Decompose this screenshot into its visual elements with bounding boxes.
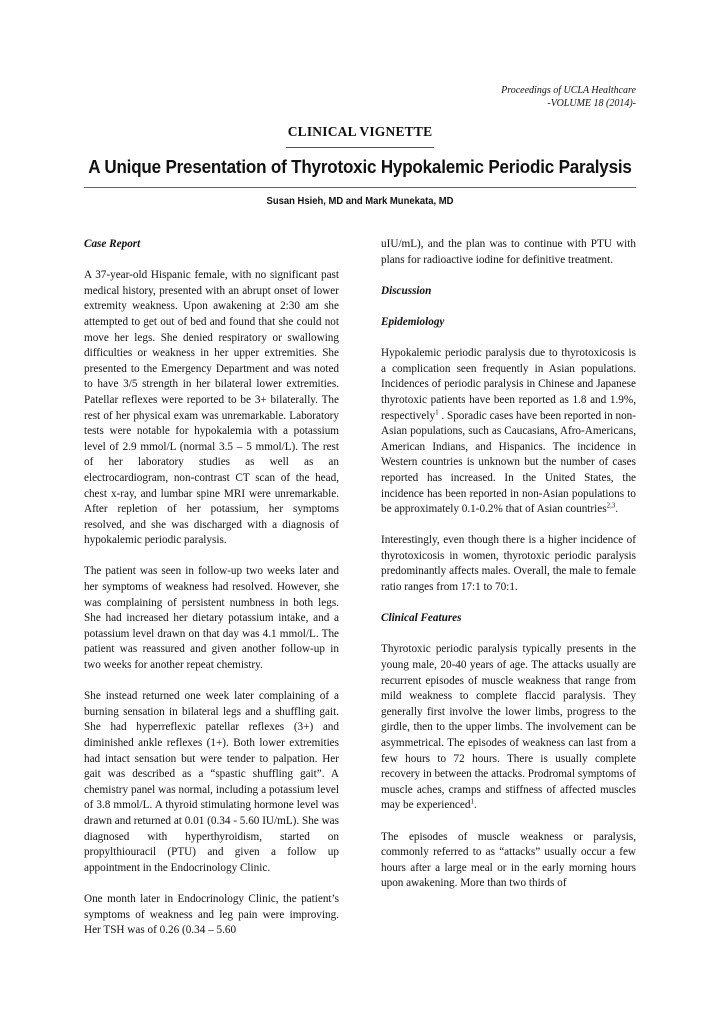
clinical-paragraph-2: The episodes of muscle weakness or paralysis, commonly referred to as “attacks” usually occur a few hours after a large meal or in the early morning hours upon awakening. More than two thirds of: [381, 830, 636, 890]
article-title: A Unique Presentation of Thyrotoxic Hypokalemic Periodic Paralysis: [88, 156, 632, 177]
case-paragraph-1: A 37-year-old Hispanic female, with no significant past medical history, presented with an abrupt onset of lower extremity weakness. Upon awakening at 2:30 am she attempted to get out of bed and found that she could not move her legs. She denied respiratory or swallowing difficulties or weakness in her upper extremities. She presented to the Emergency Department and was noted to have 3/5 strength in her bilateral lower extremities. Patellar reflexes were reported to be 3+ bilaterally. The rest of her physical exam was unremarkable. Laboratory tests were notable for hypokalemia with a potassium level of 2.9 mmol/L (normal 3.5 – 5 mmol/L). The rest of her laboratory studies as well as an electrocardiogram, non-contrast CT scan of the head, chest x-ray, and lumbar spine MRI were unremarkable. After repletion of her potassium, her symptoms resolved, and she was discharged with a diagnosis of hypokalemic periodic paralysis.: [84, 269, 339, 547]
running-header: [501, 84, 636, 110]
continued-paragraph: uIU/mL), and the plan was to continue with PTU with plans for radioactive iodine for definitive treatment.: [381, 238, 636, 266]
citation-ref: 1: [470, 797, 474, 806]
epi-text-b: . Sporadic cases have been reported in non-Asian populations, such as Caucasians, Afro-Americans, American Indians, and Hispanics. The incidence in Western countries is unknown but the number of cases reported has increased. In the United States, the incidence has been reported in non-Asian populations to be approximately 0.1-0.2% that of Asian countries: [381, 409, 636, 516]
clin-text-b: .: [473, 799, 477, 812]
journal-name: Proceedings of UCLA Healthcare: [501, 85, 636, 96]
citation-ref: 1: [435, 407, 439, 416]
clinical-paragraph-1: [381, 642, 636, 814]
section-rule: [286, 147, 434, 148]
epi-text-a: Hypokalemic periodic paralysis due to thyrotoxicosis is a complication seen frequently in Asian populations. Incidences of periodic paralysis in Chinese and Japanese thyrotoxic patients have been reported as 1.8 and 1.9%, respectively: [381, 347, 636, 422]
case-paragraph-4: One month later in Endocrinology Clinic, the patient’s symptoms of weakness and leg pain were improving. Her TSH was of 0.26 (0.34 – 5.60: [84, 892, 339, 937]
clin-text-a: Thyrotoxic periodic paralysis typically presents in the young male, 20-40 years of age. The attacks usually are recurrent episodes of muscle weakness that range from mild weakness to complete flaccid paralysis. They generally first involve the lower limbs, progress to the girdle, then to the upper limbs. The involvement can be asymmetrical. The episodes of weakness can last from a few hours to 72 hours. There is usually complete recovery in between the attacks. Prodromal symptoms of muscle aches, cramps and stiffness of affected muscles may be experienced: [381, 643, 636, 812]
right-column: [381, 237, 636, 908]
heading-case-report: Case Report: [84, 238, 141, 250]
epidemiology-paragraph-2: Interestingly, even though there is a higher incidence of thyrotoxicosis in women, thyrotoxic periodic paralysis predominantly affects males. Overall, the male to female ratio ranges from 17:1 to 70:1.: [381, 534, 636, 594]
case-paragraph-2: The patient was seen in follow-up two weeks later and her symptoms of weakness had resolved. However, she was complaining of persistent numbness in both legs. She had increased her dietary potassium intake, and a potassium level drawn on that day was 4.1 mmol/L. The patient was reassured and given another follow-up in two weeks for another repeat chemistry.: [84, 565, 339, 672]
title-rule: [84, 187, 636, 188]
heading-discussion: Discussion: [381, 284, 432, 297]
section-label: CLINICAL VIGNETTE: [287, 124, 433, 139]
heading-clinical-features: Clinical Features: [381, 612, 462, 625]
author-list: Susan Hsieh, MD and Mark Munekata, MD: [266, 195, 454, 207]
journal-volume: -VOLUME 18 (2014)-: [547, 98, 636, 109]
left-column: [84, 237, 339, 954]
epi-text-c: .: [615, 503, 619, 516]
citation-ref: 2,3: [606, 501, 616, 510]
epidemiology-paragraph-1: [381, 346, 636, 518]
case-paragraph-3: She instead returned one week later complaining of a burning sensation in bilateral legs and a shuffling gait. She had hyperreflexic patellar reflexes (3+) and diminished ankle reflexes (1+). Both lower extremities had intact sensation but were tender to palpation. Her gait was described as a “spastic shuffling gait”. A chemistry panel was normal, including a potassium level of 3.8 mmol/L. A thyroid stimulating hormone level was drawn and returned at 0.01 (0.34 - 5.60 IU/mL). She was diagnosed with hyperthyroidism, started on propylthiouracil (PTU) and given a follow up appointment in the Endocrinology Clinic.: [84, 690, 339, 874]
heading-epidemiology: Epidemiology: [381, 315, 445, 328]
